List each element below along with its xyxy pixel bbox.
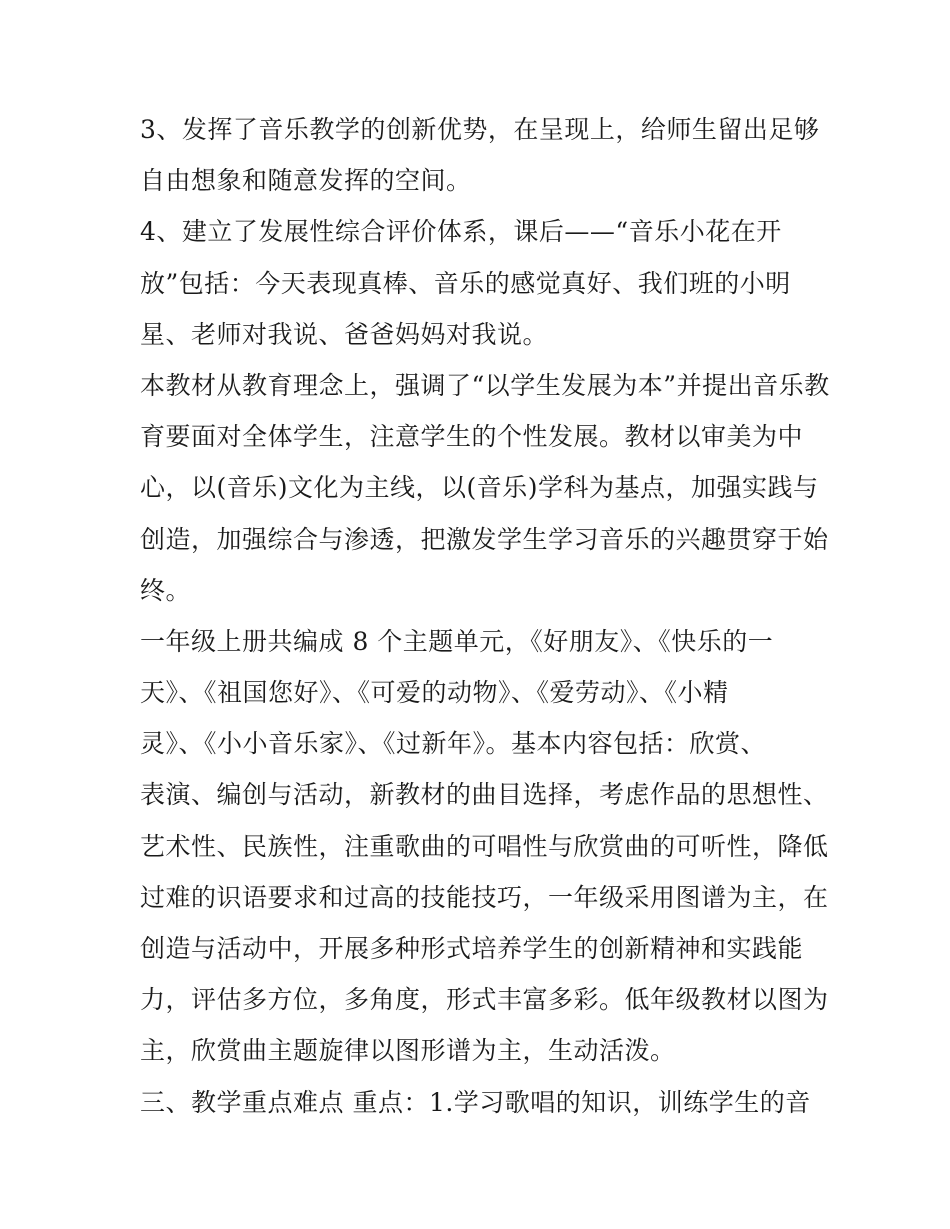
text-line: 自由想象和随意发挥的空间。	[140, 166, 472, 196]
text-line: 星、老师对我说、爸爸妈妈对我说。	[140, 319, 549, 349]
text-line: 心，以(音乐)文化为主线，以(音乐)学科为基点，加强实践与	[140, 473, 819, 503]
text-line: 终。	[140, 575, 192, 605]
text-line: 育要面对全体学生，注意学生的个性发展。教材以审美为中	[140, 422, 804, 452]
text-line: 力，评估多方位，多角度，形式丰富多彩。低年级教材以图为	[140, 985, 829, 1015]
text-line: 放”包括：今天表现真棒、音乐的感觉真好、我们班的小明	[140, 268, 791, 298]
text-line: 艺术性、民族性，注重歌曲的可唱性与欣赏曲的可听性，降低	[140, 831, 829, 861]
text-line: 三、教学重点难点 重点：1.学习歌唱的知识，训练学生的音	[140, 1087, 811, 1117]
text-line: 表演、编创与活动，新教材的曲目选择，考虑作品的思想性、	[140, 780, 829, 810]
document-body	[140, 104, 830, 1128]
text-line: 4、建立了发展性综合评价体系，课后——“音乐小花在开	[140, 217, 782, 247]
text-line: 主，欣赏曲主题旋律以图形谱为主，生动活泼。	[140, 1036, 676, 1066]
text-line: 创造与活动中，开展多种形式培养学生的创新精神和实践能	[140, 934, 804, 963]
text-line: 天》、《祖国您好》、《可爱的动物》、《爱劳动》、《小精	[140, 678, 729, 708]
text-line: 本教材从教育理念上，强调了“以学生发展为本”并提出音乐教	[140, 370, 830, 400]
text-line: 创造，加强综合与渗透，把激发学生学习音乐的兴趣贯穿于始	[140, 524, 829, 554]
text-line: 过难的识语要求和过高的技能技巧，一年级采用图谱为主，在	[140, 882, 829, 912]
text-line: 一年级上册共编成 8 个主题单元，《好朋友》、《快乐的一	[140, 626, 774, 656]
text-line: 灵》、《小小音乐家》、《过新年》。基本内容包括：欣赏、	[140, 729, 767, 759]
text-line: 3、发挥了音乐教学的创新优势，在呈现上，给师生留出足够	[140, 115, 820, 144]
